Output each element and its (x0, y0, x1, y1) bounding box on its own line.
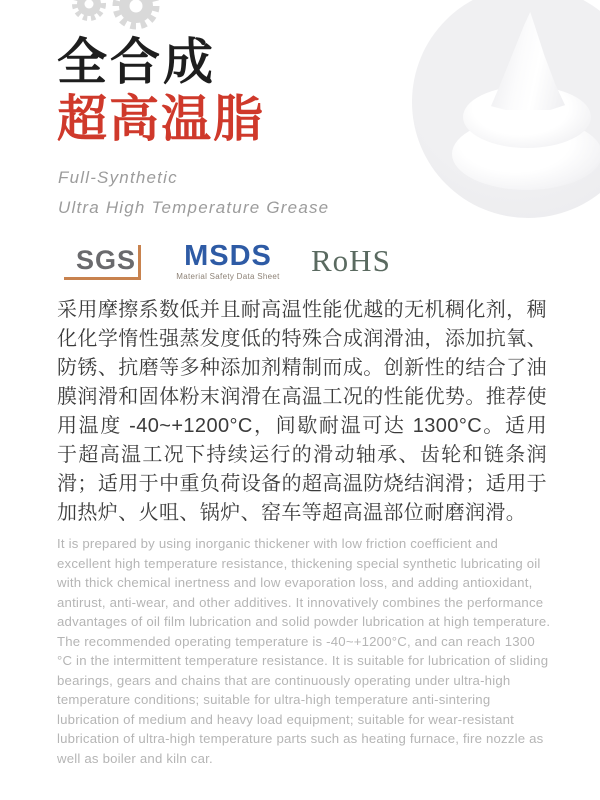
page-subtitle-en-line1: Full-Synthetic (58, 168, 178, 187)
description-paragraph-english: It is prepared by using inorganic thickener with low friction coefficient and excellent high temperature resistance, thickening special synthetic lubricating oil with thick chemical inertness and low evaporation loss, and adding antioxidant, antirust, anti-wear, and other additives. It innovatively combines the performance advantages of oil film lubrication and solid powder lubrication at high temperature. The recommended operating temperature is -40~+1200°C, and can reach 1300 °C in the intermittent temperature resistance. It is suitable for lubrication of sliding bearings, gears and chains that are continuously operating under ultra-high temperature conditions; suitable for ultra-high temperature anti-sintering lubrication of medium and heavy load equipment; suitable for wear-resistant lubrication of ultra-high temperature parts such as heating furnace, fire nozzle as well as boiler and kiln car. (57, 536, 551, 766)
sgs-certification-logo (64, 245, 141, 280)
sgs-logo-text: SGS (75, 245, 136, 275)
description-paragraph-chinese: 采用摩擦系数低并且耐高温性能优越的无机稠化剂，稠化化学惰性强蒸发度低的特殊合成润滑油，添加抗氧、防锈、抗磨等多种添加剂精制而成。创新性的结合了油膜润滑和固体粉末润滑在高温工况的性能优势。推荐使用温度 -40~+1200°C，间歇耐温可达 1300°C。适用于超高温工况下持续运行的滑动轴承、齿轮和链条润滑；适用于中重负荷设备的超高温防烧结润滑；适用于加热炉、火咀、锅炉、窑车等超高温部位耐磨润滑。 (57, 299, 547, 524)
msds-certification-logo (172, 241, 284, 282)
page-title-cn-line1: 全合成 (57, 34, 216, 90)
page-title-cn-line2: 超高温脂 (57, 91, 265, 147)
msds-logo-text: MSDS (184, 240, 272, 272)
page-subtitle-en-line2: Ultra High Temperature Grease (58, 198, 330, 217)
gear-icon (110, 0, 162, 34)
rohs-certification-logo: RoHS (311, 243, 391, 278)
gear-icon (70, 0, 108, 24)
msds-logo-subtext: Material Safety Data Sheet (176, 272, 280, 281)
